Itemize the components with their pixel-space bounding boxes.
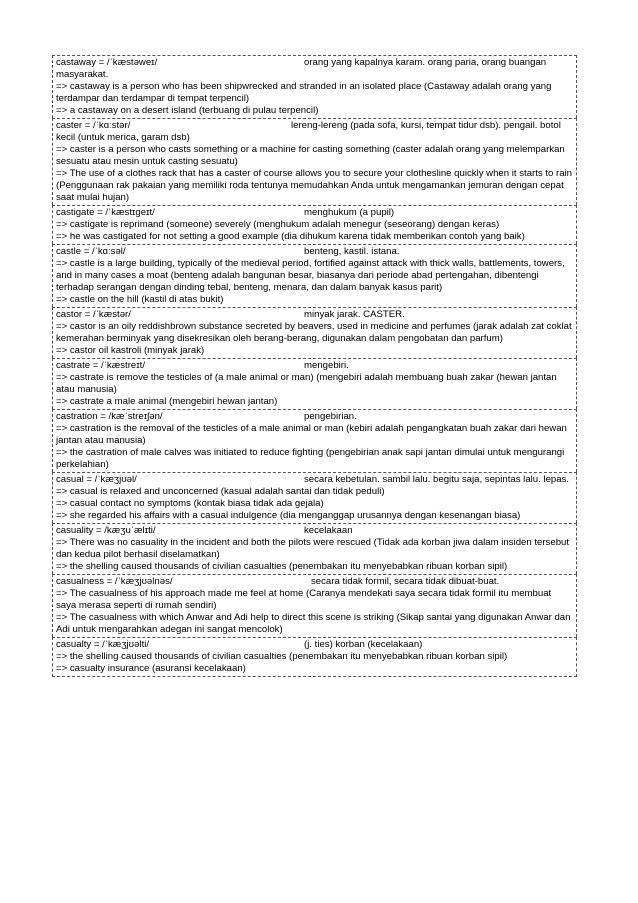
entry-example: => castle is a large building, typically of the medieval period, fortified against attack with thick walls, battlements, towers, and in many cases a moat (benteng adalah bangunan besar, biasanya dari periode abad pertengahan, dibentengi terhadap serangan dengan dinding tebal, benteng, menara, dan dalam banyak kasus parit) bbox=[56, 258, 565, 293]
entry-header bbox=[56, 639, 573, 651]
dictionary-entry bbox=[52, 307, 577, 358]
entry-header bbox=[56, 207, 573, 219]
entry-meaning: menghukum (a pupil) bbox=[304, 207, 395, 218]
entry-headword: casual = /ˈkæʒjʊəl/ bbox=[56, 474, 137, 485]
entry-example: => casual is relaxed and unconcerned (kasual adalah santai dan tidak peduli) bbox=[56, 486, 385, 497]
entry-header bbox=[56, 474, 573, 486]
entry-headword: casualness = /ˈkæʒjʊəlnəs/ bbox=[56, 576, 173, 587]
entry-meaning: (j. ties) korban (kecelakaan) bbox=[304, 639, 423, 650]
entry-meaning: orang yang kapalnya karam. orang paria, orang buangan masyarakat. bbox=[56, 57, 547, 80]
entry-example: => The use of a clothes rack that has a caster of course allows you to secure your clothesline quickly when it starts to rain (Penggunaan rak pakaian yang memiliki roda tentunya memudahkan Anda untuk mengamankan jemuran dengan cepat saat mulai hujan) bbox=[56, 168, 573, 203]
entry-example: => he was castigated for not setting a good example (dia dihukum karena tidak memberikan contoh yang baik) bbox=[56, 231, 525, 242]
entry-headword: castaway = /ˈkæstəweɪ/ bbox=[56, 57, 158, 68]
dictionary-document bbox=[52, 55, 577, 677]
entry-header bbox=[56, 57, 573, 81]
entry-example: => There was no casuality in the incident and both the pilots were rescued (Tidak ada korban jiwa dalam insiden tersebut dan kedua pilot berhasil diselamatkan) bbox=[56, 537, 570, 560]
entry-headword: castle = /ˈkɑːsəl/ bbox=[56, 246, 126, 257]
entry-header bbox=[56, 576, 573, 588]
entry-example: => castigate is reprimand (someone) severely (menghukum adalah menegur (seseorang) dengan keras) bbox=[56, 219, 500, 230]
entry-headword: castrate = /ˈkæstreɪt/ bbox=[56, 360, 145, 371]
entry-example: => casualty insurance (asuransi kecelakaan) bbox=[56, 663, 246, 674]
dictionary-entry bbox=[52, 205, 577, 244]
entry-meaning: secara tidak formil, secara tidak dibuat-buat. bbox=[311, 576, 500, 587]
entry-headword: caster = /ˈkɑːstər/ bbox=[56, 120, 131, 131]
entry-meaning: pengebirian. bbox=[304, 411, 357, 422]
dictionary-entry bbox=[52, 244, 577, 307]
entry-header bbox=[56, 309, 573, 321]
entry-header bbox=[56, 360, 573, 372]
dictionary-entry bbox=[52, 574, 577, 637]
entry-example: => castor oil kastroli (minyak jarak) bbox=[56, 345, 205, 356]
entry-header bbox=[56, 525, 573, 537]
entry-header bbox=[56, 246, 573, 258]
entry-example: => the shelling caused thousands of civilian casualties (penembakan itu menyebabkan ribuan korban sipil) bbox=[56, 651, 508, 662]
entry-header bbox=[56, 120, 573, 144]
entry-example: => casual contact no symptoms (kontak biasa tidak ada gejala) bbox=[56, 498, 324, 509]
entry-headword: casualty = /ˈkæʒjʊəlti/ bbox=[56, 639, 150, 650]
dictionary-entry bbox=[52, 55, 577, 118]
entry-meaning: lereng-lereng (pada sofa, kursi, tempat tidur dsb). pengail. botol kecil (untuk merica, garam dsb) bbox=[56, 120, 561, 143]
entry-headword: castigate = /ˈkæstɪgeɪt/ bbox=[56, 207, 155, 218]
dictionary-entry bbox=[52, 118, 577, 205]
entry-headword: castration = /kæˈstreɪʃən/ bbox=[56, 411, 163, 422]
entry-meaning: mengebiri. bbox=[304, 360, 349, 371]
entry-example: => castor is an oily reddishbrown substance secreted by beavers, used in medicine and perfumes (jarak adalah zat coklat kemerahan berminyak yang disekresikan oleh berang-berang, digunakan dalam pengobatan dan parfum) bbox=[56, 321, 572, 344]
entry-example: => caster is a person who casts something or a machine for casting something (caster adalah orang yang melemparkan sesuatu atau mesin untuk casting sesuatu) bbox=[56, 144, 565, 167]
entry-example: => castle on the hill (kastil di atas bukit) bbox=[56, 294, 224, 305]
entry-example: => castaway is a person who has been shipwrecked and stranded in an isolated place (Castaway adalah orang yang terdampar dan terdampar di tempat terpencil) bbox=[56, 81, 552, 104]
dictionary-entry bbox=[52, 409, 577, 472]
entry-meaning: secara kebetulan. sambil lalu. begitu saja, sepintas lalu. lepas. bbox=[304, 474, 570, 485]
dictionary-entry bbox=[52, 358, 577, 409]
entry-example: => castrate is remove the testicles of (a male animal or man) (mengebiri adalah membuang buah zakar (hewan jantan atau manusia) bbox=[56, 372, 557, 395]
entry-example: => the castration of male calves was initiated to reduce fighting (pengebirian anak sapi jantan dimulai untuk mengurangi perkelahian) bbox=[56, 447, 565, 470]
dictionary-entry bbox=[52, 472, 577, 523]
entry-meaning: minyak jarak. CASTER. bbox=[304, 309, 405, 320]
entry-example: => she regarded his affairs with a casual indulgence (dia menganggap urusannya dengan kesenangan biasa) bbox=[56, 510, 521, 521]
entry-example: => castration is the removal of the testicles of a male animal or man (kebiri adalah pengangkatan buah zakar dari hewan jantan atau manusia) bbox=[56, 423, 567, 446]
entry-example: => a castaway on a desert island (terbuang di pulau terpencil) bbox=[56, 105, 319, 116]
dictionary-entry bbox=[52, 637, 577, 677]
dictionary-entry bbox=[52, 523, 577, 574]
entry-headword: castor = /ˈkæstər/ bbox=[56, 309, 131, 320]
entry-example: => The casualness of his approach made me feel at home (Caranya mendekati saya secara tidak formil itu membuat saya merasa seperti di rumah sendiri) bbox=[56, 588, 552, 611]
entry-meaning: kecelakaan bbox=[304, 525, 353, 536]
entry-example: => castrate a male animal (mengebiri hewan jantan) bbox=[56, 396, 278, 407]
entry-header bbox=[56, 411, 573, 423]
entry-headword: casuality = /kæʒuˈælɪti/ bbox=[56, 525, 156, 536]
entry-example: => the shelling caused thousands of civilian casualties (penembakan itu menyebabkan ribuan korban sipil) bbox=[56, 561, 508, 572]
entry-meaning: benteng, kastil. istana. bbox=[304, 246, 400, 257]
entry-example: => The casualness with which Anwar and Adi help to direct this scene is striking (Sikap santai yang digunakan Anwar dan Adi untuk mengarahkan adegan ini sangat mencolok) bbox=[56, 612, 571, 635]
